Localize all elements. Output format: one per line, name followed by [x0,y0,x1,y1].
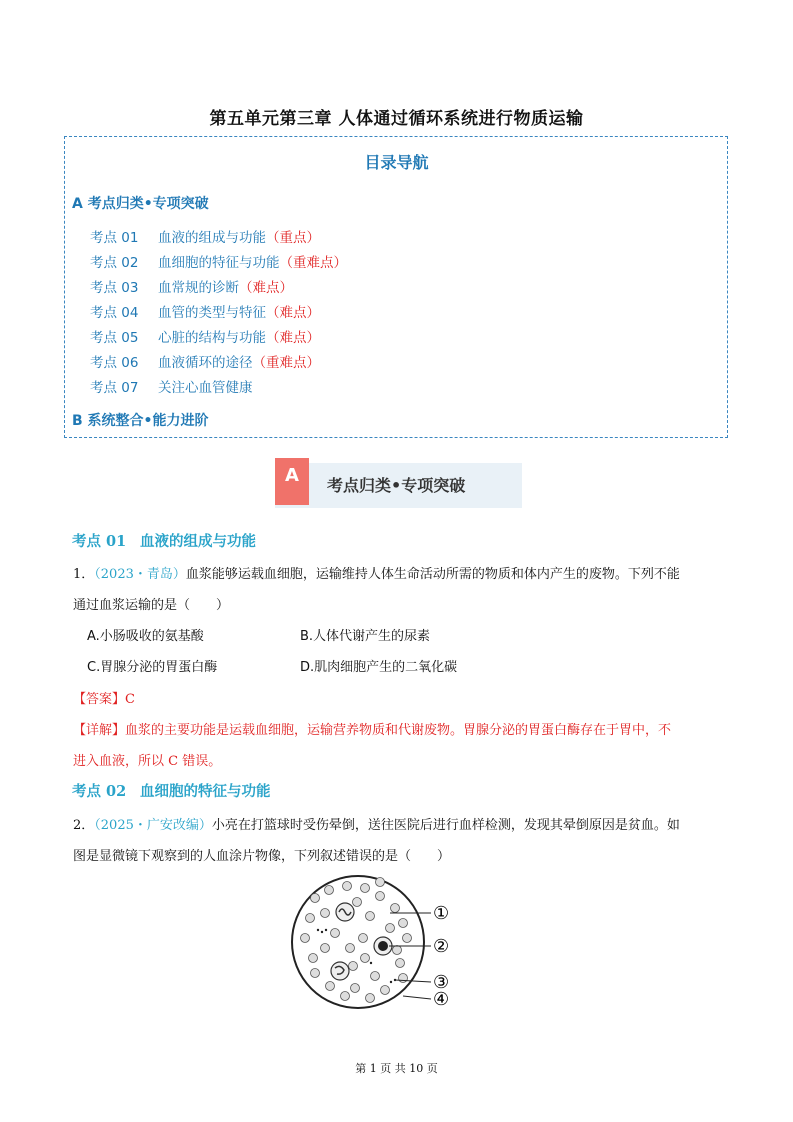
q1-source: （2023・青岛） [94,567,186,582]
toc-item-code: 考点 06 [90,355,139,371]
toc-item-tag: （重难点） [279,255,347,271]
kaodian-title: 血细胞的特征与功能 [140,783,271,800]
white-blood-cell [331,962,349,980]
red-blood-cell [366,912,375,921]
answer-value: C [125,692,135,707]
red-blood-cell [309,954,318,963]
label-1: ① [433,903,450,924]
q2-line2: 图是显微镜下观察到的人血涂片物像，下列叙述错误的是（ ） [73,849,451,864]
toc-item-tag: （难点） [266,305,320,321]
red-blood-cell [359,934,368,943]
red-blood-cell [351,984,360,993]
toc-item-code: 考点 02 [90,255,139,271]
red-blood-cell [343,882,352,891]
q2-source: （2025・广安改编） [94,818,212,833]
toc-item[interactable] [90,276,293,296]
q1-option-b: B.人体代谢产生的尿素 [300,629,431,644]
red-blood-cell [325,886,334,895]
toc-item[interactable] [90,301,320,321]
detail-label: 【详解】 [73,723,126,738]
kaodian-01-heading [72,530,256,551]
section-banner [275,458,522,508]
toc-item-text: 血常规的诊断 [158,280,239,296]
red-blood-cell [376,892,385,901]
toc-item-text: 关注心血管健康 [158,380,253,396]
toc-item[interactable] [90,351,320,371]
red-blood-cell [393,946,402,955]
toc-item[interactable] [90,226,320,246]
kaodian-02-heading [72,780,271,801]
red-blood-cell [321,944,330,953]
label-3: ③ [433,972,450,993]
red-blood-cell [366,994,375,1003]
toc-item[interactable] [90,376,253,396]
red-blood-cell [361,954,370,963]
red-blood-cell [361,884,370,893]
q1-text: 血浆能够运载血细胞，运输维持人体生命活动所需的物质和体内产生的废物。下列不能 [185,567,680,582]
toc-item-code: 考点 07 [90,380,139,396]
white-blood-cell [336,903,354,921]
toc-item-code: 考点 01 [90,230,139,246]
red-blood-cell [391,904,400,913]
banner-letter: A [275,458,309,505]
red-blood-cell [311,969,320,978]
q1-option-d: D.肌肉细胞产生的二氧化碳 [300,660,458,675]
red-blood-cell [301,934,310,943]
red-blood-cell [381,986,390,995]
toc-item-text: 血细胞的特征与功能 [158,255,280,271]
kaodian-title: 血液的组成与功能 [140,533,256,550]
red-blood-cell [376,878,385,887]
q2-number: 2． [73,818,95,833]
toc-item-tag: （难点） [266,330,320,346]
red-blood-cell [346,944,355,953]
red-blood-cell [311,894,320,903]
red-blood-cell [353,898,362,907]
toc-item-text: 血液循环的途径 [158,355,253,371]
red-blood-cell [341,992,350,1001]
red-blood-cell [371,972,380,981]
q1-option-c: C.胃腺分泌的胃蛋白酶 [87,660,218,675]
page-title: 第五单元第三章 人体通过循环系统进行物质运输 [209,109,584,129]
red-blood-cell [349,962,358,971]
toc-item-text: 心脏的结构与功能 [158,330,266,346]
toc-item[interactable] [90,326,320,346]
toc-item[interactable] [90,251,347,271]
kaodian-number: 考点 01 [72,533,127,550]
page-footer: 第 1 页 共 10 页 [355,1062,438,1075]
q1-option-a: A.小肠吸收的氨基酸 [87,629,204,644]
red-blood-cell [331,929,340,938]
label-2: ② [433,936,450,957]
kaodian-number: 考点 02 [72,783,127,800]
toc-item-tag: （重点） [266,230,320,246]
toc-item-code: 考点 03 [90,280,139,296]
answer-label: 【答案】 [73,692,126,707]
red-blood-cell [326,982,335,991]
label-4: ④ [433,989,450,1010]
toc-item-code: 考点 04 [90,305,139,321]
detail-text: 血浆的主要功能是运载血细胞，运输营养物质和代谢废物。胃腺分泌的胃蛋白酶存在于胃中，不 [125,723,672,738]
banner-text: 考点归类•专项突破 [327,476,466,495]
toc-item-tag: （难点） [239,280,293,296]
red-blood-cell [403,934,412,943]
toc-item-text: 血管的类型与特征 [158,305,266,321]
q1-detail-line2: 进入血液，所以 C 错误。 [73,754,222,769]
toc-item-code: 考点 05 [90,330,139,346]
toc-section-a[interactable]: A 考点归类•专项突破 [72,196,209,212]
q1-line2: 通过血浆运输的是（ ） [73,598,230,613]
q1-detail-line1 [73,719,723,738]
red-blood-cell [396,959,405,968]
red-blood-cell [306,914,315,923]
q1-number: 1． [73,567,95,582]
blood-smear-figure [285,868,475,1018]
q1-line1 [73,563,723,582]
q2-line1 [73,814,723,833]
toc-heading: 目录导航 [364,153,429,172]
q1-answer [73,688,723,707]
red-blood-cell [386,924,395,933]
toc-item-text: 血液的组成与功能 [158,230,266,246]
toc-section-b[interactable]: B 系统整合•能力进阶 [72,413,209,429]
toc-item-tag: （重难点） [252,355,320,371]
q2-text: 小亮在打篮球时受伤晕倒，送往医院后进行血样检测，发现其晕倒原因是贫血。如 [211,818,680,833]
red-blood-cell [321,909,330,918]
red-blood-cell [399,919,408,928]
red-blood-cell [399,974,408,983]
